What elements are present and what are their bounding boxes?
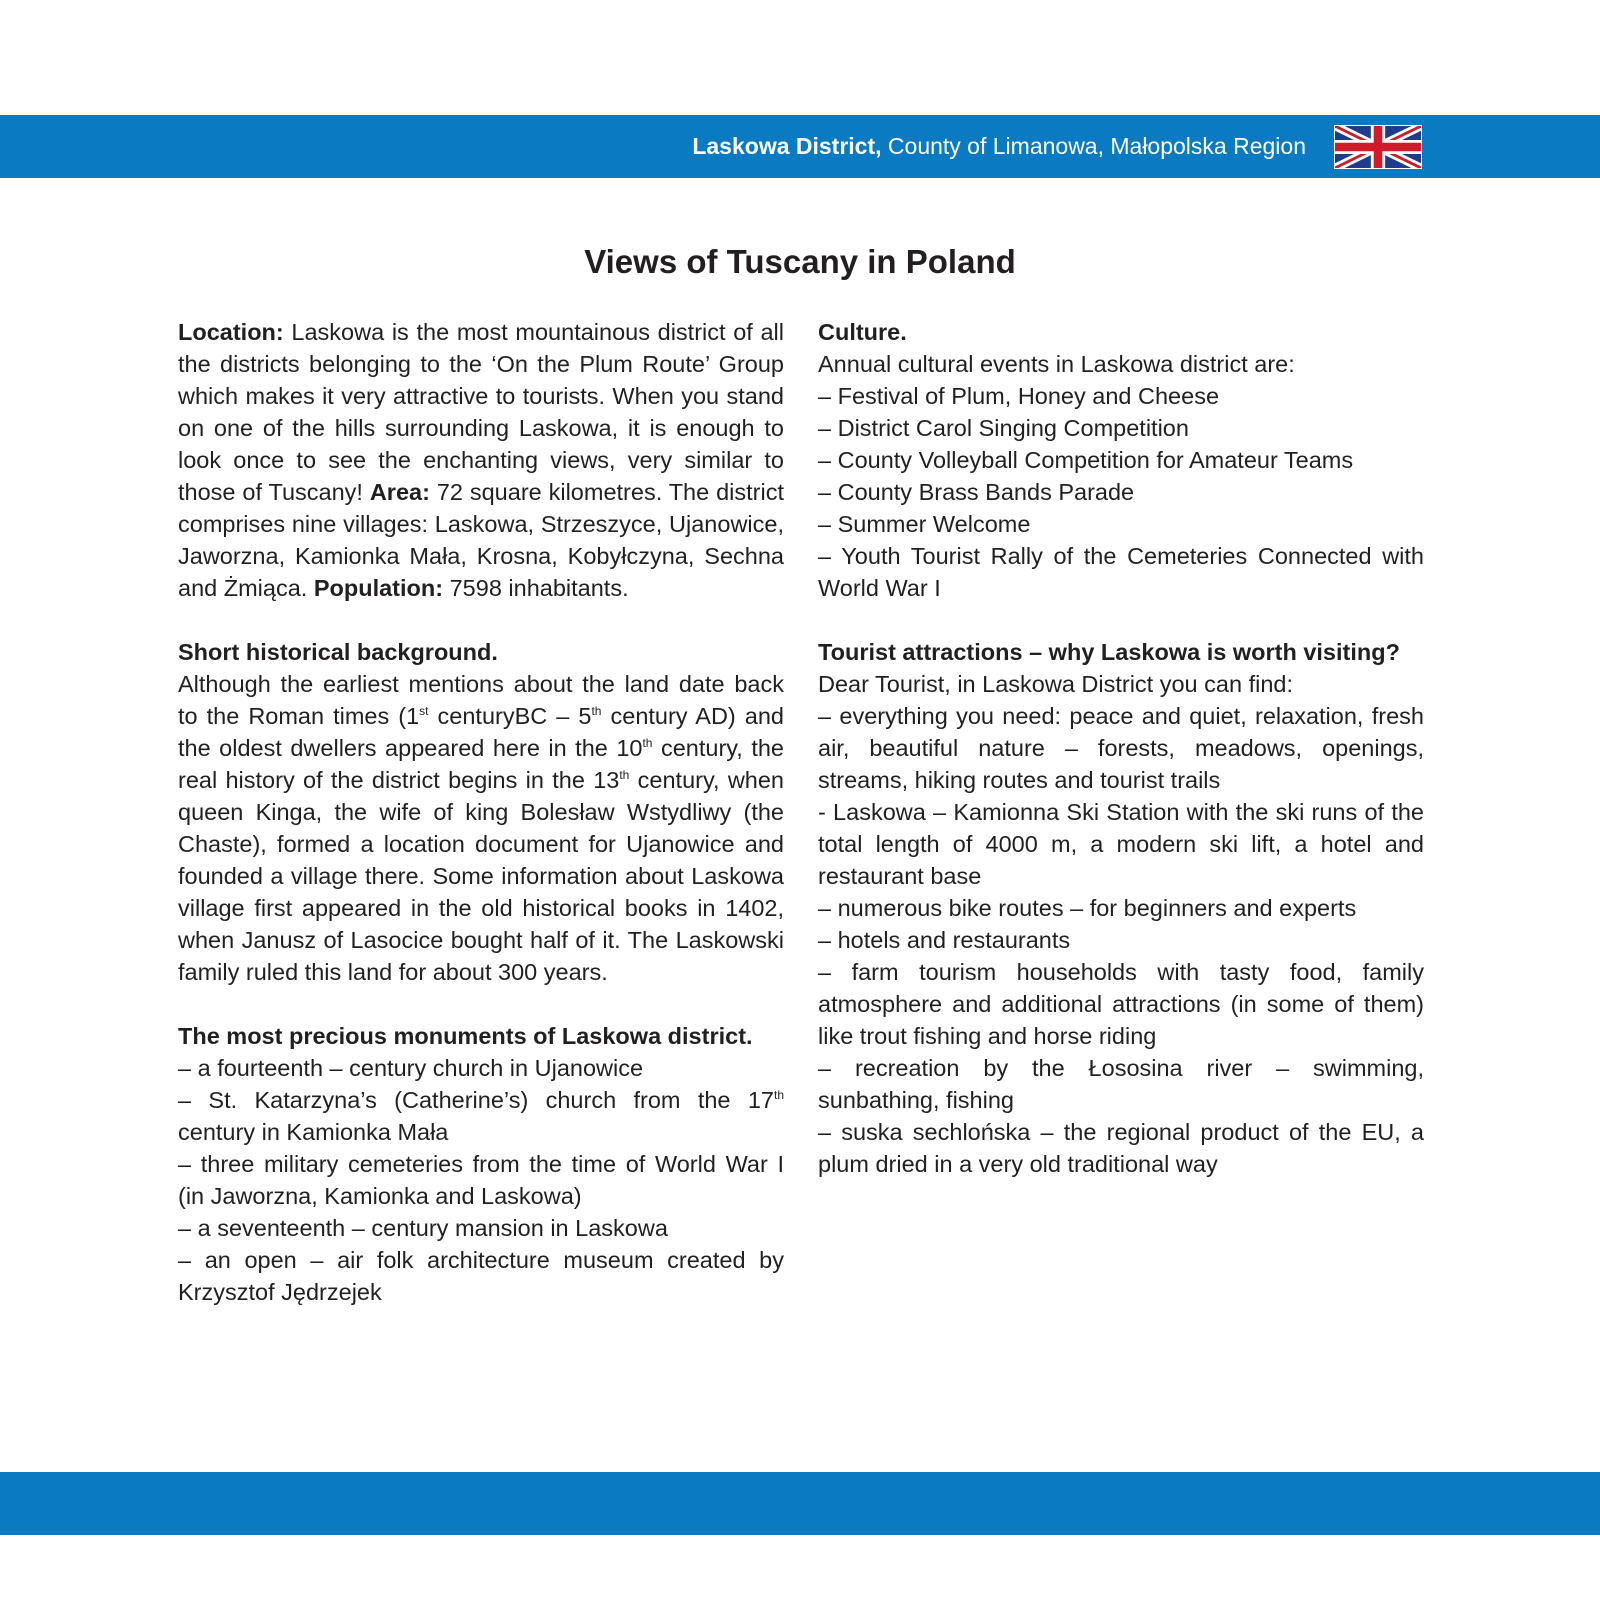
culture-item: – District Carol Singing Competition	[818, 415, 1189, 441]
location-text: Laskowa is the most mountainous district of all the districts belonging to the ‘On the Plum Route’ Group which makes it very attractive to tourists. When you stand on one of the hills surrounding Laskowa, it is enough to look once to see the enchanting views, very similar to those of Tuscany!	[178, 319, 784, 505]
history-sup-4: th	[619, 768, 630, 782]
page-title: Views of Tuscany in Poland	[584, 243, 1016, 280]
history-text-2: centuryBC – 5	[428, 703, 592, 729]
history-heading: Short historical background.	[178, 639, 498, 665]
attractions-list	[818, 700, 1424, 1180]
attraction-item: – hotels and restaurants	[818, 927, 1071, 953]
history-sup-3: th	[642, 736, 653, 750]
header-title	[692, 131, 1306, 161]
culture-item: – Youth Tourist Rally of the Cemeteries Connected with World War I	[818, 543, 1424, 601]
attractions-heading: Tourist attractions – why Laskowa is worth visiting?	[818, 639, 1400, 665]
uk-flag-icon	[1334, 125, 1422, 169]
location-paragraph	[178, 316, 784, 604]
culture-list	[818, 380, 1424, 604]
monument-item: – an open – air folk architecture museum created by Krzysztof Jędrzejek	[178, 1247, 784, 1305]
culture-heading: Culture.	[818, 319, 907, 345]
attraction-item: – everything you need: peace and quiet, relaxation, fresh air, beautiful nature – forests, meadows, openings, streams, hiking routes and tourist trails	[818, 703, 1424, 793]
attraction-item: – suska sechlońska – the regional product of the EU, a plum dried in a very old traditional way	[818, 1119, 1424, 1177]
right-column	[818, 316, 1424, 1180]
area-label: Area:	[369, 479, 430, 505]
culture-item: – County Volleyball Competition for Amateur Teams	[818, 447, 1354, 473]
culture-item: – Summer Welcome	[818, 511, 1031, 537]
history-sup-1: st	[419, 704, 429, 718]
header-district: Laskowa District,	[692, 133, 882, 159]
history-paragraph	[178, 668, 784, 988]
left-column	[178, 316, 784, 1308]
history-text-5: century, when queen Kinga, the wife of king Bolesław Wstydliwy (the Chaste), formed a location document for Ujanowice and founded a village there. Some information about Laskowa village first appeared in the old historical books in 1402, when Janusz of Lasocice bought half of it. The Laskowski family ruled this land for about 300 years.	[178, 767, 784, 985]
history-text-3: century AD) and the oldest dwellers appeared here in the 10	[178, 703, 784, 761]
culture-item: – County Brass Bands Parade	[818, 479, 1135, 505]
culture-intro: Annual cultural events in Laskowa district are:	[818, 351, 1295, 377]
history-sup-2: th	[591, 704, 602, 718]
footer-band	[0, 1472, 1600, 1535]
area-text: 72 square kilometres. The district comprises nine villages: Laskowa, Strzeszyce, Ujanowice, Jaworzna, Kamionka Mała, Krosna, Kobyłczyna, Sechna and Żmiąca.	[178, 479, 784, 601]
population-label: Population:	[313, 575, 444, 601]
monument-item	[178, 1084, 784, 1148]
location-label: Location:	[178, 319, 284, 345]
attraction-item: – numerous bike routes – for beginners and experts	[818, 895, 1357, 921]
population-text: 7598 inhabitants.	[443, 575, 629, 601]
history-text-1: Although the earliest mentions about the land date back to the Roman times (1	[178, 671, 784, 729]
monument-item: – three military cemeteries from the time of World War I (in Jaworzna, Kamionka and Laskowa)	[178, 1151, 784, 1209]
attraction-item: - Laskowa – Kamionna Ski Station with the ski runs of the total length of 4000 m, a modern ski lift, a hotel and restaurant base	[818, 799, 1424, 889]
attraction-item: – recreation by the Łososina river – swimming, sunbathing, fishing	[818, 1055, 1424, 1113]
monuments-list	[178, 1052, 784, 1308]
attractions-intro: Dear Tourist, in Laskowa District you can find:	[818, 671, 1293, 697]
culture-item: – Festival of Plum, Honey and Cheese	[818, 383, 1220, 409]
header-region: County of Limanowa, Małopolska Region	[881, 133, 1306, 159]
monument-item-sup: th	[773, 1088, 784, 1102]
history-text-4: century, the real history of the district begins in the 13	[178, 735, 784, 793]
monument-item: – a fourteenth – century church in Ujanowice	[178, 1055, 644, 1081]
monuments-heading: The most precious monuments of Laskowa district.	[178, 1023, 753, 1049]
attraction-item: – farm tourism households with tasty food, family atmosphere and additional attractions (in some of them) like trout fishing and horse riding	[818, 959, 1424, 1049]
monument-item-text: – St. Katarzyna’s (Catherine’s) church from the 17	[178, 1087, 774, 1113]
monument-item-text: century in Kamionka Mała	[178, 1119, 449, 1145]
monument-item: – a seventeenth – century mansion in Laskowa	[178, 1215, 668, 1241]
